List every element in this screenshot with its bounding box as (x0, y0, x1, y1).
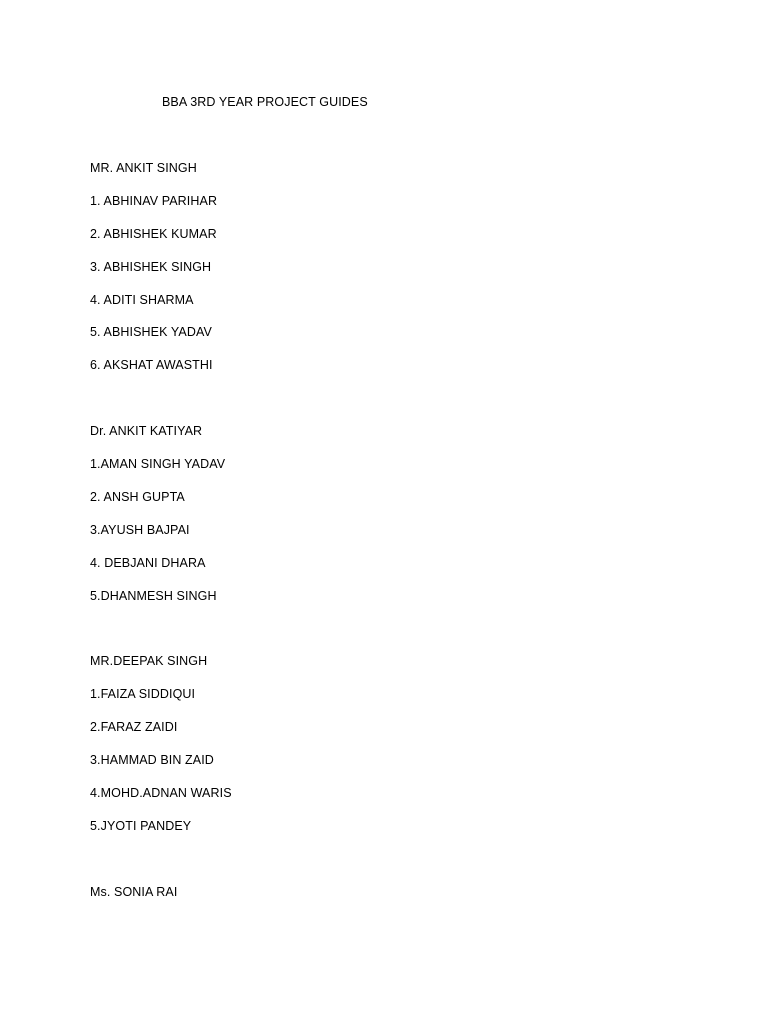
group-spacer (90, 851, 690, 884)
student-item: 5.DHANMESH SINGH (90, 588, 217, 603)
guide-name: MR. ANKIT SINGH (90, 161, 197, 175)
student-item: 5. ABHISHEK YADAV (90, 325, 212, 340)
student-item: 1. ABHINAV PARIHAR (90, 193, 218, 208)
student-item: 1.AMAN SINGH YADAV (90, 457, 226, 472)
group-spacer (90, 390, 690, 423)
student-item: 6. AKSHAT AWASTHI (90, 358, 213, 373)
student-item: 4. DEBJANI DHARA (90, 555, 206, 570)
guide-list (90, 160, 690, 916)
group-spacer (90, 620, 690, 653)
guide-name: Ms. SONIA RAI (90, 884, 178, 899)
student-item: 3.AYUSH BAJPAI (90, 522, 190, 537)
student-item: 2. ABHISHEK KUMAR (90, 226, 217, 241)
document-title: BBA 3RD YEAR PROJECT GUIDES (162, 95, 368, 109)
student-item: 1.FAIZA SIDDIQUI (90, 687, 196, 702)
student-item: 2. ANSH GUPTA (90, 489, 185, 504)
student-item: 4. ADITI SHARMA (90, 292, 194, 307)
student-item: 4.MOHD.ADNAN WARIS (90, 785, 232, 800)
student-item: 2.FARAZ ZAIDI (90, 720, 178, 735)
guide-name: MR.DEEPAK SINGH (90, 654, 208, 669)
guide-name: Dr. ANKIT KATIYAR (90, 424, 203, 439)
student-item: 5.JYOTI PANDEY (90, 818, 192, 833)
student-item: 3.HAMMAD BIN ZAID (90, 753, 214, 768)
student-item: 3. ABHISHEK SINGH (90, 259, 212, 274)
